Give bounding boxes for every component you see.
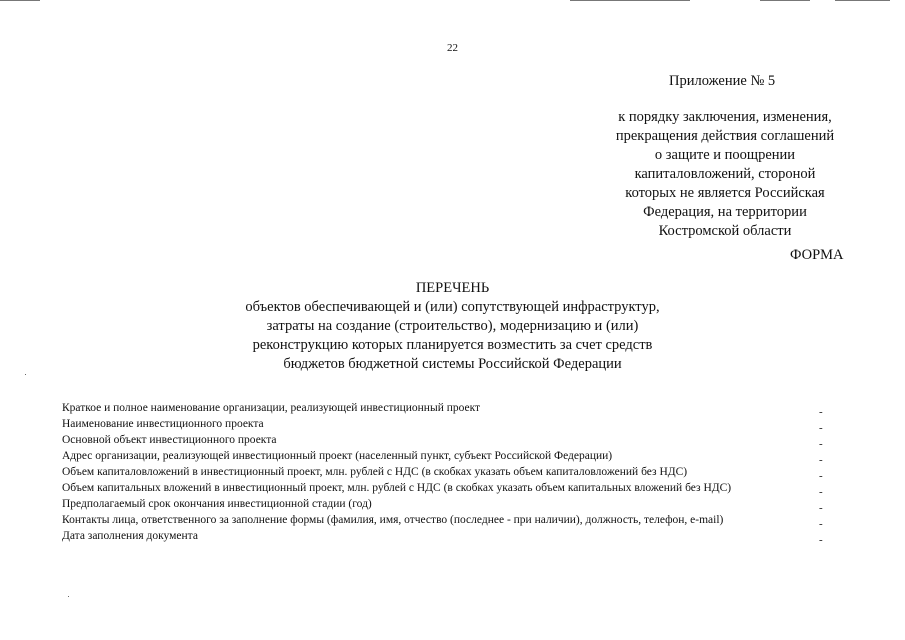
field-label: Наименование инвестиционного проекта — [62, 418, 264, 430]
document-heading — [0, 279, 905, 374]
appendix-line: Костромской области — [658, 223, 792, 239]
heading-line: бюджетов бюджетной системы Российской Федерации — [283, 356, 622, 372]
scan-artifact — [570, 0, 690, 1]
appendix-line: капиталовложений, стороной — [634, 166, 816, 182]
page-number: 22 — [447, 42, 458, 54]
scan-artifact — [0, 0, 40, 1]
scan-artifact — [68, 596, 69, 597]
field-label: Дата заполнения документа — [62, 530, 198, 542]
field-label: Контакты лица, ответственного за заполнение формы (фамилия, имя, отчество (последнее - при наличии), должность, телефон, e-mail) — [62, 514, 724, 526]
appendix-line: которых не является Российская — [625, 185, 825, 201]
heading-line: реконструкцию которых планируется возместить за счет средств — [252, 337, 653, 353]
appendix-line: Федерация, на территории — [643, 204, 807, 220]
appendix-reference — [560, 108, 890, 241]
field-value-dash: - — [819, 470, 823, 482]
form-fields — [62, 400, 731, 544]
field-value-dash: - — [819, 454, 823, 466]
field-value-dash: - — [819, 406, 823, 418]
heading-line: объектов обеспечивающей и (или) сопутствующей инфраструктур, — [245, 299, 660, 315]
field-label: Объем капитальных вложений в инвестиционный проект, млн. рублей с НДС (в скобках указать объем капитальных вложений без НДС) — [62, 482, 732, 494]
appendix-line: прекращения действия соглашений — [615, 128, 835, 144]
scan-artifact — [835, 0, 890, 1]
field-label: Краткое и полное наименование организации, реализующей инвестиционный проект — [62, 402, 481, 414]
field-value-dash: - — [819, 486, 823, 498]
heading-title: ПЕРЕЧЕНЬ — [415, 280, 490, 296]
scan-artifact — [25, 374, 26, 375]
form-label: ФОРМА — [790, 247, 844, 263]
field-value-dash: - — [819, 502, 823, 514]
field-value-dash: - — [819, 422, 823, 434]
field-label: Объем капиталовложений в инвестиционный проект, млн. рублей с НДС (в скобках указать объем капиталовложений без НДС) — [62, 466, 688, 478]
field-value-dash: - — [819, 534, 823, 546]
heading-line: затраты на создание (строительство), модернизацию и (или) — [266, 318, 639, 334]
scan-artifact — [760, 0, 810, 1]
appendix-line: о защите и поощрении — [654, 147, 796, 163]
field-value-column — [819, 404, 823, 548]
field-label: Предполагаемый срок окончания инвестиционной стадии (год) — [62, 498, 372, 510]
field-label: Основной объект инвестиционного проекта — [62, 434, 277, 446]
appendix-title: Приложение № 5 — [669, 73, 776, 89]
appendix-line: к порядку заключения, изменения, — [618, 109, 832, 125]
field-label: Адрес организации, реализующей инвестиционный проект (населенный пункт, субъект Российской Федерации) — [62, 450, 613, 462]
field-value-dash: - — [819, 518, 823, 530]
field-value-dash: - — [819, 438, 823, 450]
